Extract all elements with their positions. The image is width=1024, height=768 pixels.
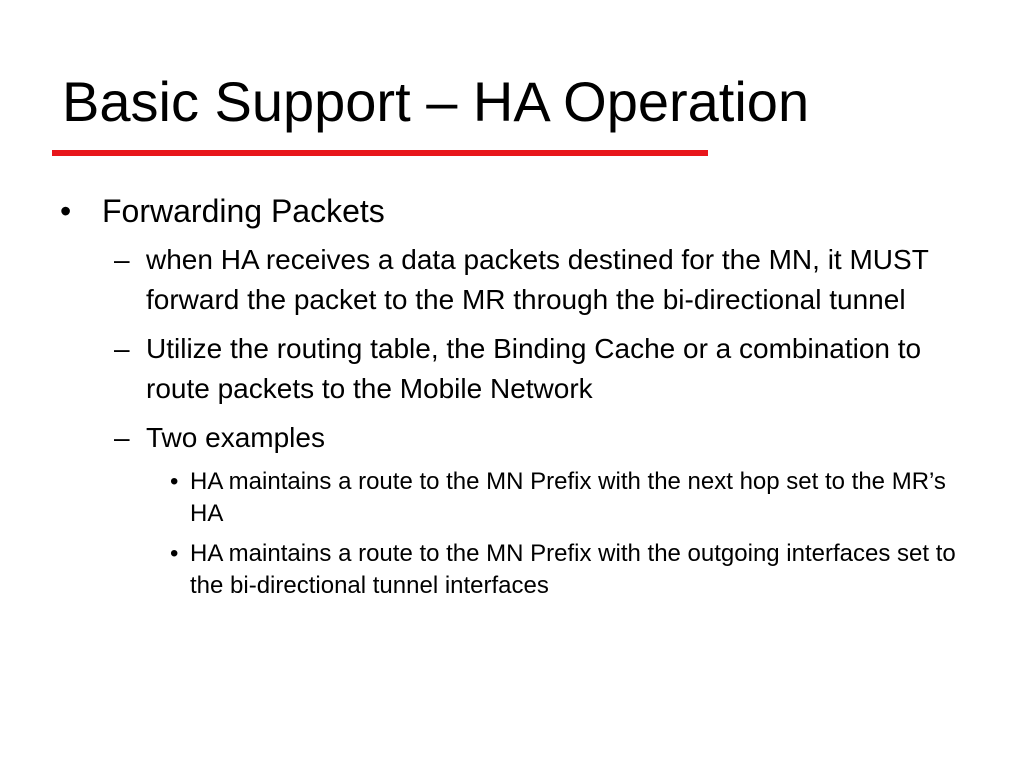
example-text: HA maintains a route to the MN Prefix with the outgoing interfaces set to the bi-directional tunnel interfaces bbox=[190, 540, 956, 599]
sub-bullet-text: Utilize the routing table, the Binding Cache or a combination to route packets to the Mobile Network bbox=[146, 333, 922, 404]
dash-marker: – bbox=[114, 333, 130, 364]
bullet-marker: • bbox=[170, 468, 179, 495]
slide-title: Basic Support – HA Operation bbox=[62, 70, 810, 133]
slide-body bbox=[60, 191, 960, 602]
sub-bullet-utilize-routing-table bbox=[102, 329, 960, 409]
dash-marker: – bbox=[114, 422, 130, 453]
sub-bullet-text: Two examples bbox=[146, 422, 325, 453]
example-list bbox=[146, 466, 960, 602]
title-underline bbox=[52, 150, 708, 156]
bullet-forwarding-packets bbox=[60, 191, 960, 231]
example-text: HA maintains a route to the MN Prefix with the next hop set to the MR’s HA bbox=[190, 468, 946, 527]
example-next-hop bbox=[146, 466, 960, 530]
sub-bullet-two-examples bbox=[102, 418, 960, 458]
dash-marker: – bbox=[114, 244, 130, 275]
example-outgoing-interfaces bbox=[146, 538, 960, 602]
bullet-text: Forwarding Packets bbox=[102, 193, 385, 229]
sub-bullet-when-ha-receives bbox=[102, 240, 960, 320]
sub-bullet-list bbox=[102, 240, 960, 458]
bullet-marker: • bbox=[60, 193, 72, 229]
bullet-marker: • bbox=[170, 540, 179, 567]
sub-bullet-text: when HA receives a data packets destined for the MN, it MUST forward the packet to the MR through the bi-directional tunnel bbox=[146, 244, 929, 315]
